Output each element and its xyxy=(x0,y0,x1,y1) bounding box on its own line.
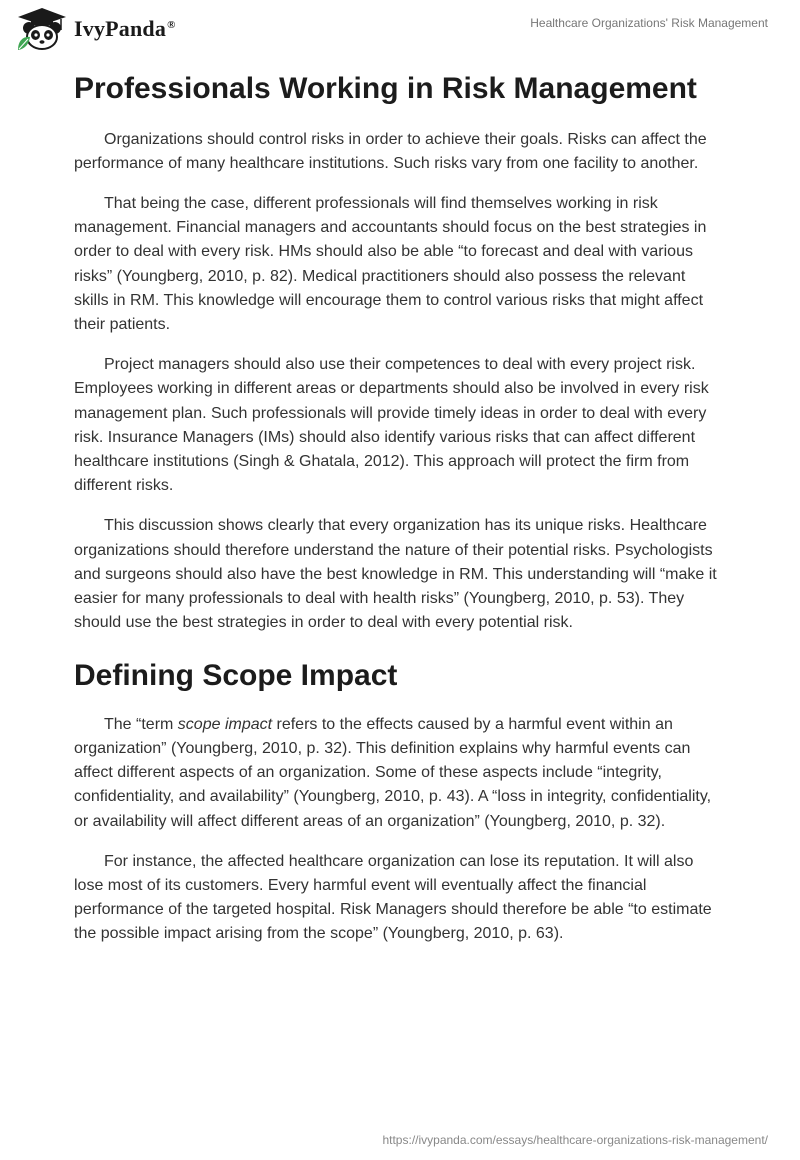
paragraph-text: refers to the effects caused by a harmful event within an organization” (Youngberg, 2010, p. 32). This definition explains why harmful events can affect different aspects of an organization. Some of these aspects include “integrity, confidentiality, and availability” (Youngberg, 2010, p. 43). A “loss in integrity, confidentiality, or availability will affect different areas of an organization” (Youngberg, 2010, p. 32). xyxy=(74,715,712,830)
paragraph: For instance, the affected healthcare organization can lose its reputation. It will also lose most of its customers. Every harmful event will eventually affect the financial performance of the targeted hospital. Risk Managers should therefore be able “to estimate the possible impact arising from the scope” (Youngberg, 2010, p. 63). xyxy=(74,852,712,943)
section-heading: Professionals Working in Risk Management xyxy=(74,72,697,105)
paragraph-text: The “term xyxy=(104,715,178,733)
page-header xyxy=(0,0,800,60)
emphasized-term: scope impact xyxy=(177,715,273,733)
section-heading: Defining Scope Impact xyxy=(74,659,398,693)
paragraph: Project managers should also use their competences to deal with every project risk. Employees working in different areas or departments should also be involved in every risk management plan. Such professionals will provide timely ideas in order to deal with every risk. Insurance Managers (IMs) should also identify various risks that can affect different healthcare institutions (Singh & Ghatala, 2012). This approach will protect the firm from different risks. xyxy=(74,356,709,495)
essay-body xyxy=(74,70,724,963)
document-title: Healthcare Organizations' Risk Management xyxy=(530,16,768,30)
brand-logo[interactable] xyxy=(14,6,176,52)
paragraph: This discussion shows clearly that every organization has its unique risks. Healthcare organizations should therefore understand the nature of their potential risks. Psychologists and surgeons should also have the best knowledge in RM. This understanding will “make it easier for many professionals to deal with health risks” (Youngberg, 2010, p. 53). They should use the best strategies in order to deal with every potential risk. xyxy=(74,517,717,632)
paragraph xyxy=(74,713,724,834)
brand-name: IvyPanda® xyxy=(74,16,176,41)
paragraph: That being the case, different professionals will find themselves working in risk management. Financial managers and accountants should focus on the best strategies in order to deal with every risk. HMs should also be able “to forecast and deal with various risks” (Youngberg, 2010, p. 82). Medical practitioners should also possess the relevant skills in RM. This knowledge will encourage them to control various risks that might affect their patients. xyxy=(74,194,707,333)
registered-mark: ® xyxy=(167,18,176,31)
source-url[interactable]: https://ivypanda.com/essays/healthcare-organizations-risk-management/ xyxy=(382,1133,768,1147)
paragraph: Organizations should control risks in order to achieve their goals. Risks can affect the performance of many healthcare institutions. Such risks vary from one facility to another. xyxy=(74,130,707,172)
panda-graduate-icon xyxy=(14,6,70,52)
